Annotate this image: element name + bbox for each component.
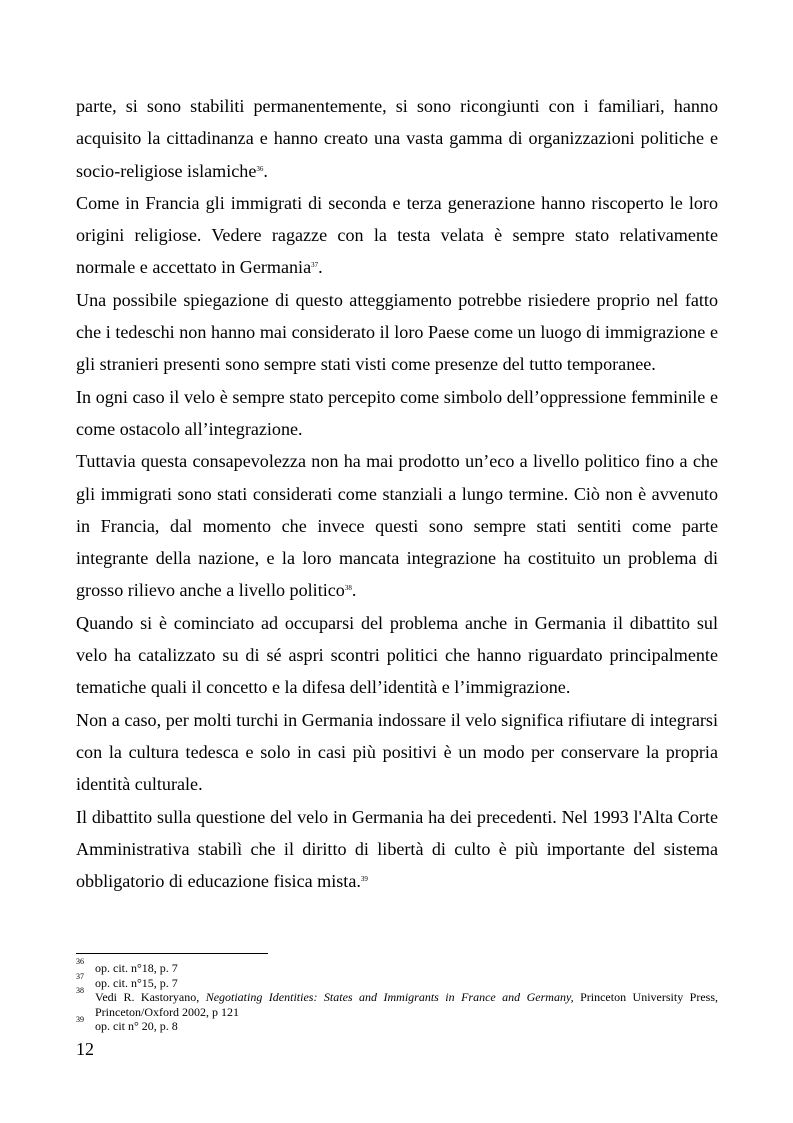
footnote-reference: 37 bbox=[311, 261, 319, 270]
footnote bbox=[76, 986, 718, 1019]
footnote-reference: 39 bbox=[360, 875, 368, 884]
footnote-text: op. cit n° 20, p. 8 bbox=[95, 1019, 178, 1033]
paragraph: In ogni caso il velo è sempre stato percepito come simbolo dell’oppressione femminile e come ostacolo all’integrazione. bbox=[76, 386, 718, 439]
footnote-separator bbox=[76, 953, 268, 954]
footnote-number: 36 bbox=[76, 957, 84, 966]
body-text bbox=[76, 90, 718, 897]
book-title: Negotiating Identities: States and Immigrants in France and Germany, bbox=[205, 990, 574, 1004]
footnote-reference: 36 bbox=[256, 164, 264, 173]
footnote-number: 39 bbox=[76, 1015, 84, 1024]
paragraph: Una possibile spiegazione di questo atteggiamento potrebbe risiedere proprio nel fatto che i tedeschi non hanno mai considerato il loro Paese come un luogo di immigrazione e gli stranieri presenti sono sempre stati visti come presenze del tutto temporanee. bbox=[76, 289, 718, 375]
paragraph: Il dibattito sulla questione del velo in Germania ha dei precedenti. Nel 1993 l'Alta Corte Amministrativa stabilì che il diritto di libertà di culto è più importante del sistema obbligatorio di educazione fisica mista.$^{39}$ bbox=[76, 806, 718, 892]
page-number: 12 bbox=[76, 1039, 94, 1059]
footnote bbox=[76, 957, 718, 976]
footnote-text: op. cit. n°15, p. 7 bbox=[95, 975, 178, 990]
footnote-text: Vedi R. Kastoryano, Negotiating Identities: States and Immigrants in France and Germany, Princeton University Press, Princeton/Oxford 2002, p 121 bbox=[95, 990, 718, 1019]
footnote-number: 38 bbox=[76, 986, 84, 995]
footnote bbox=[76, 971, 718, 991]
paragraph: parte, si sono stabiliti permanentemente, si sono ricongiunti con i familiari, hanno acquisito la cittadinanza e hanno creato una vasta gamma di organizzazioni politiche e socio-religiose islamiche$^{36}$. bbox=[76, 96, 718, 181]
paragraph: Tuttavia questa consapevolezza non ha mai prodotto un’eco a livello politico fino a che gli immigrati sono stati considerati come stanziali a lungo termine. Ciò non è avvenuto in Francia, dal momento che invece questi sono sempre stati sentiti come parte integrante della nazione, e la loro mancata integrazione ha costituito un problema di grosso rilievo anche a livello politico$^{38}$. bbox=[76, 451, 718, 601]
footnote-number: 37 bbox=[76, 971, 84, 981]
footnote-text: op. cit. n°18, p. 7 bbox=[95, 961, 178, 975]
paragraph: Non a caso, per molti turchi in Germania indossare il velo significa rifiutare di integrarsi con la cultura tedesca e solo in casi più positivi è un modo per conservare la propria identità culturale. bbox=[76, 709, 718, 795]
footnote-reference: 38 bbox=[344, 584, 352, 593]
paragraph: Come in Francia gli immigrati di seconda e terza generazione hanno riscoperto le loro origini religiose. Vedere ragazze con la testa velata è sempre stato relativamente normale e accettato in Germania$^{37}$. bbox=[76, 192, 718, 278]
footnotes bbox=[76, 957, 718, 1034]
paragraph: Quando si è cominciato ad occuparsi del problema anche in Germania il dibattito sul velo ha catalizzato su di sé aspri scontri politici che hanno riguardato principalmente tematiche quali il concetto e la difesa dell’identità e l’immigrazione. bbox=[76, 612, 718, 698]
footnote bbox=[76, 1015, 718, 1034]
